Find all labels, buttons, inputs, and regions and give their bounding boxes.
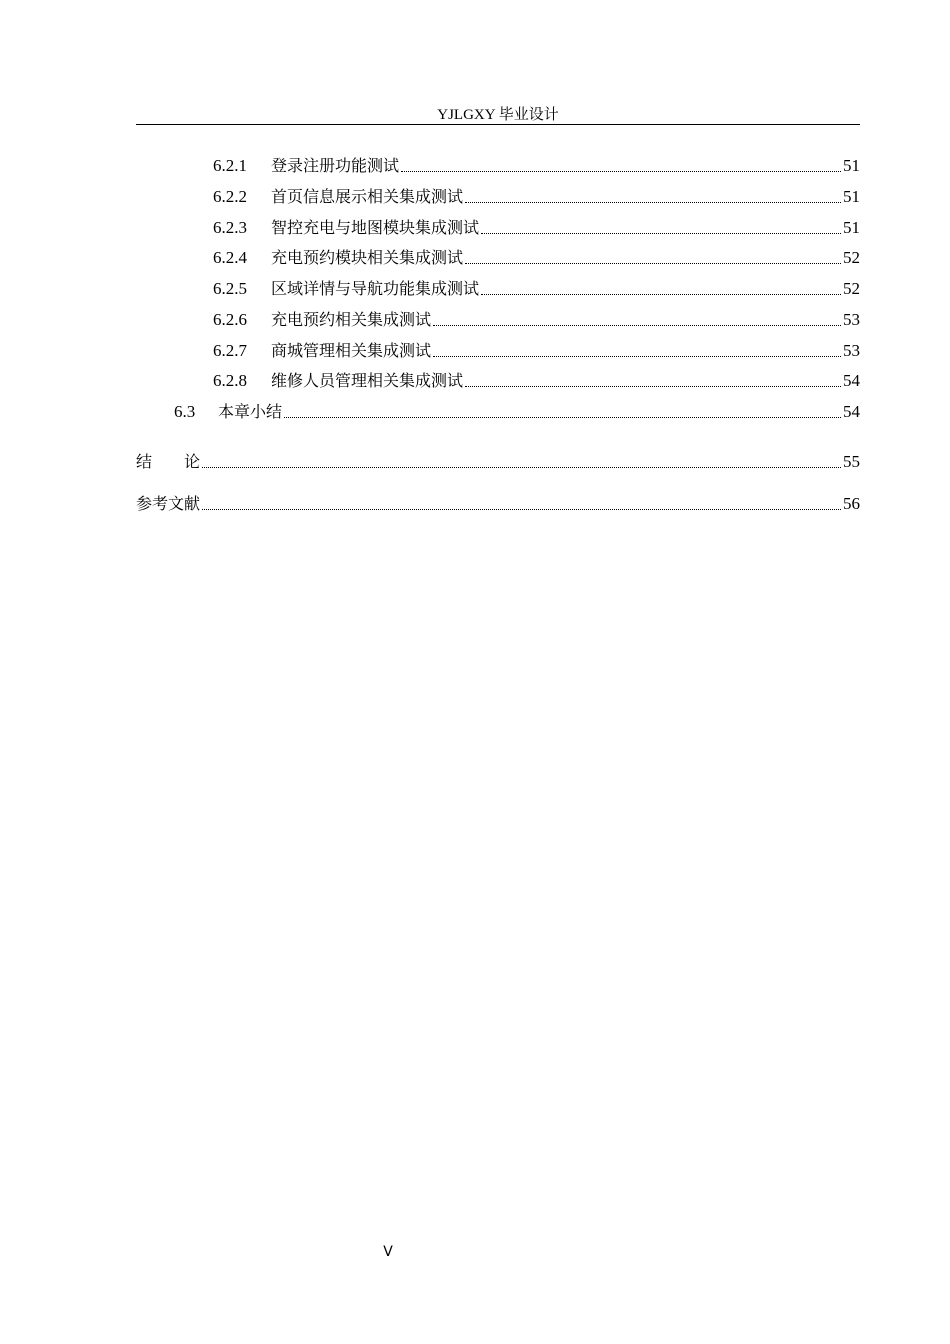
toc-entry-6-2-7[interactable] (136, 340, 860, 362)
toc-number: 6.2.3 (213, 218, 247, 237)
toc-title: 参考文献 (136, 494, 201, 513)
toc-leader-dots (202, 508, 841, 510)
toc-number: 6.3 (174, 402, 196, 421)
toc-entry-6-2-5[interactable] (136, 278, 860, 300)
toc-entry-6-3[interactable] (136, 401, 860, 423)
toc-title: 首页信息展示相关集成测试 (271, 187, 464, 206)
toc-number: 6.2.6 (213, 310, 247, 329)
toc-number: 6.2.7 (213, 341, 247, 360)
toc-leader-dots (433, 355, 841, 357)
toc-page-number: 51 (843, 187, 860, 206)
toc-leader-dots (433, 324, 841, 326)
toc-title: 本章小结 (218, 402, 283, 421)
toc-leader-dots (481, 293, 841, 295)
toc-entry-6-2-6[interactable] (136, 309, 860, 331)
toc-entry-conclusion[interactable] (136, 451, 860, 473)
toc-title: 充电预约模块相关集成测试 (271, 248, 464, 267)
toc-entry-6-2-2[interactable] (136, 186, 860, 208)
toc-number: 6.2.4 (213, 248, 247, 267)
toc-entry-6-2-1[interactable] (136, 155, 860, 177)
toc-leader-dots (465, 262, 841, 264)
toc-leader-dots (481, 232, 841, 234)
toc-leader-dots (465, 201, 841, 203)
toc-title: 维修人员管理相关集成测试 (271, 371, 464, 390)
toc-entry-6-2-4[interactable] (136, 247, 860, 269)
header-rule (136, 124, 860, 125)
toc-title: 结 论 (136, 452, 201, 471)
toc-title: 智控充电与地图模块集成测试 (271, 218, 480, 237)
toc-page-number: 54 (843, 371, 860, 390)
toc-title: 充电预约相关集成测试 (271, 310, 432, 329)
toc-page-number: 53 (843, 341, 860, 360)
toc-page-number: 56 (843, 494, 860, 513)
toc-page-number: 55 (843, 452, 860, 471)
toc-page-number: 54 (843, 402, 860, 421)
toc-number: 6.2.2 (213, 187, 247, 206)
toc-page-number: 51 (843, 218, 860, 237)
toc-leader-dots (284, 416, 841, 418)
toc-entry-references[interactable] (136, 493, 860, 515)
toc-number: 6.2.8 (213, 371, 247, 390)
toc-title: 登录注册功能测试 (271, 156, 400, 175)
toc-leader-dots (465, 385, 841, 387)
toc-page-number: 52 (843, 279, 860, 298)
toc-leader-dots (202, 466, 841, 468)
toc-leader-dots (401, 170, 841, 172)
toc-page-number: 51 (843, 156, 860, 175)
toc-entry-6-2-8[interactable] (136, 370, 860, 392)
page-number-footer: V (383, 1244, 393, 1260)
toc-page-number: 53 (843, 310, 860, 329)
toc-number: 6.2.5 (213, 279, 247, 298)
toc-title: 商城管理相关集成测试 (271, 341, 432, 360)
toc-number: 6.2.1 (213, 156, 247, 175)
page-header: YJLGXY 毕业设计 (437, 107, 559, 123)
toc-page-number: 52 (843, 248, 860, 267)
toc-title: 区域详情与导航功能集成测试 (271, 279, 480, 298)
toc-entry-6-2-3[interactable] (136, 217, 860, 239)
